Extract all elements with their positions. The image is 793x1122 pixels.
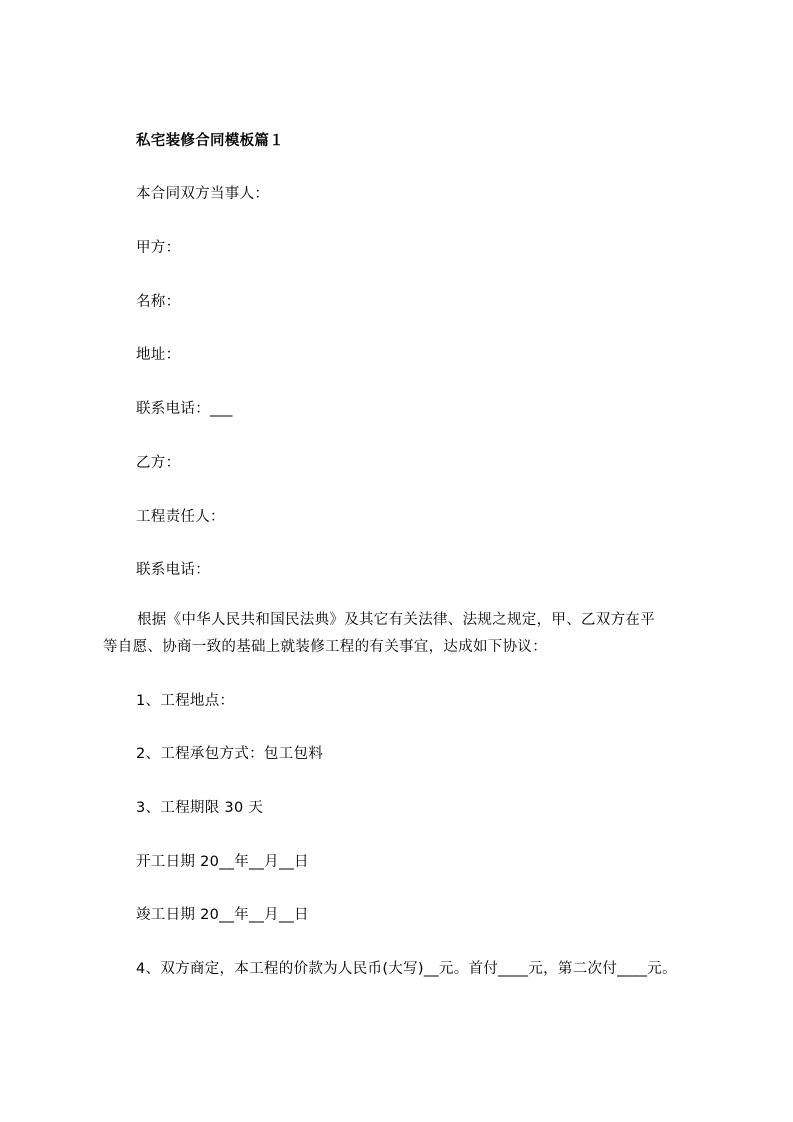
party-b-phone: 联系电话： (136, 562, 210, 578)
party-b-label: 乙方： (136, 455, 181, 471)
end-date: 竣工日期 20__年__月__日 (136, 907, 309, 923)
party-a-phone: 联系电话：___ (136, 401, 233, 417)
party-a-label: 甲方： (136, 240, 181, 256)
party-a-address: 地址： (136, 347, 181, 363)
clause-2: 2、工程承包方式：包工包料 (136, 746, 324, 762)
preamble-paragraph (103, 607, 713, 661)
preamble-line-1: 根据《中华人民共和国民法典》及其它有关法律、法规之规定，甲、乙双方在平 (137, 612, 655, 628)
clause-4: 4、双方商定，本工程的价款为人民币(大写)__元。首付____元，第二次付____元。 (136, 961, 677, 977)
clause-1: 1、工程地点： (136, 693, 235, 709)
document-title: 私宅装修合同模板篇１ (136, 133, 284, 149)
start-date: 开工日期 20__年__月__日 (136, 854, 309, 870)
clause-3: 3、工程期限 30 天 (136, 800, 264, 816)
party-b-responsible: 工程责任人： (136, 509, 225, 525)
parties-intro: 本合同双方当事人： (136, 186, 270, 202)
preamble-line-2: 等自愿、协商一致的基础上就装修工程的有关事宜，达成如下协议： (103, 639, 547, 655)
party-a-name: 名称： (136, 294, 181, 310)
